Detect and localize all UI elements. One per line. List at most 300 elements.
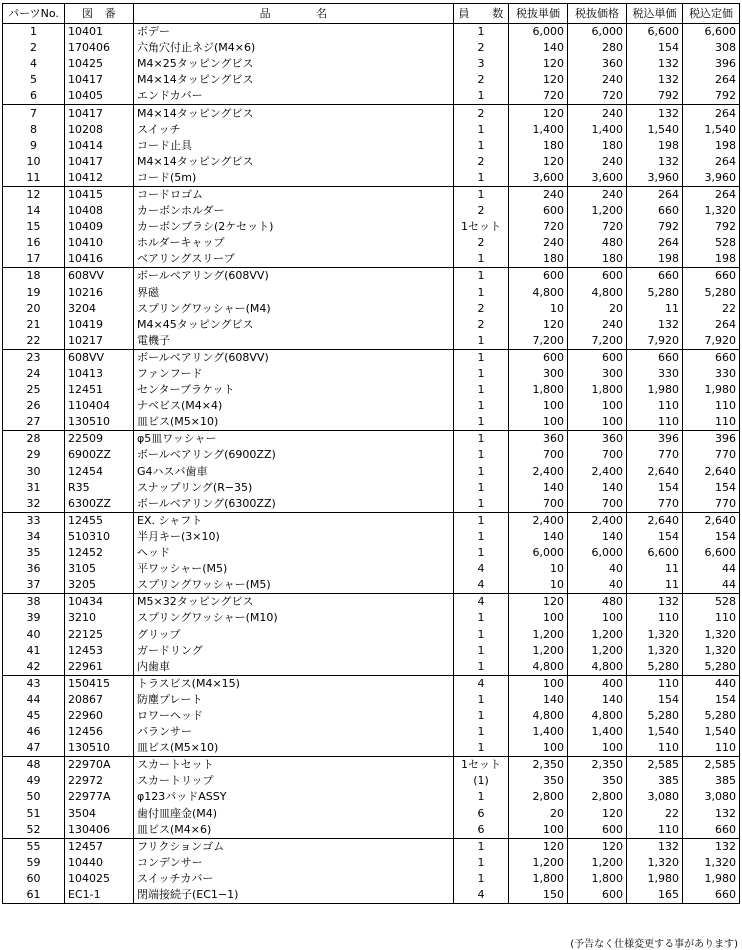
drawing-no-cell: 10419 [65,317,134,333]
quantity-cell: (1) [454,773,509,789]
drawing-no-cell: 3210 [65,610,134,626]
unit-price-in-tax-cell: 7,920 [627,333,683,350]
drawing-no-cell: 3205 [65,577,134,594]
unit-price-ex-tax-cell: 140 [509,480,568,496]
part-name-cell: EX. シャフト [134,512,454,529]
list-price-in-tax-cell: 1,540 [683,724,740,740]
table-row [3,855,740,871]
part-no-cell: 45 [3,708,65,724]
part-name-cell: トラスビス(M4×15) [134,675,454,692]
part-name-cell: スイッチカバー [134,871,454,887]
unit-price-ex-tax-cell: 700 [509,496,568,513]
table-row [3,366,740,382]
list-price-in-tax-cell: 308 [683,40,740,56]
drawing-no-cell: 3504 [65,806,134,822]
part-no-cell: 59 [3,855,65,871]
unit-price-ex-tax-cell: 6,000 [509,24,568,41]
quantity-cell: 1 [454,24,509,41]
unit-price-in-tax-cell: 110 [627,398,683,414]
unit-price-ex-tax-cell: 6,000 [509,545,568,561]
unit-price-ex-tax-cell: 140 [509,529,568,545]
unit-price-in-tax-cell: 198 [627,138,683,154]
part-no-cell: 19 [3,285,65,301]
part-no-cell: 37 [3,577,65,594]
price-ex-tax-cell: 1,800 [568,871,627,887]
part-name-cell: φ5皿ワッシャー [134,431,454,448]
header-price-ex-tax: 税抜価格 [568,4,627,24]
part-no-cell: 33 [3,512,65,529]
unit-price-in-tax-cell: 132 [627,56,683,72]
part-no-cell: 38 [3,594,65,611]
part-name-cell: M5×32タッピングビス [134,594,454,611]
list-price-in-tax-cell: 264 [683,154,740,170]
drawing-no-cell: 10216 [65,285,134,301]
unit-price-ex-tax-cell: 140 [509,692,568,708]
quantity-cell: 4 [454,594,509,611]
price-ex-tax-cell: 1,200 [568,643,627,659]
table-row [3,72,740,88]
price-ex-tax-cell: 400 [568,675,627,692]
unit-price-in-tax-cell: 1,320 [627,855,683,871]
unit-price-in-tax-cell: 3,080 [627,789,683,805]
list-price-in-tax-cell: 110 [683,610,740,626]
unit-price-in-tax-cell: 154 [627,529,683,545]
price-ex-tax-cell: 100 [568,740,627,757]
part-name-cell: ロワーヘッド [134,708,454,724]
unit-price-in-tax-cell: 5,280 [627,708,683,724]
unit-price-in-tax-cell: 2,640 [627,512,683,529]
table-row [3,594,740,611]
table-row [3,170,740,187]
unit-price-in-tax-cell: 5,280 [627,659,683,676]
price-ex-tax-cell: 240 [568,317,627,333]
quantity-cell: 1 [454,268,509,285]
part-no-cell: 27 [3,414,65,431]
unit-price-in-tax-cell: 1,980 [627,382,683,398]
price-ex-tax-cell: 100 [568,398,627,414]
drawing-no-cell: 22961 [65,659,134,676]
quantity-cell: 2 [454,203,509,219]
quantity-cell: 2 [454,301,509,317]
quantity-cell: 1セット [454,219,509,235]
price-ex-tax-cell: 6,000 [568,545,627,561]
quantity-cell: 1 [454,398,509,414]
price-ex-tax-cell: 120 [568,806,627,822]
table-row [3,561,740,577]
parts-price-sheet [2,3,740,904]
unit-price-in-tax-cell: 165 [627,887,683,904]
price-ex-tax-cell: 7,200 [568,333,627,350]
quantity-cell: 1 [454,333,509,350]
part-name-cell: ファンフード [134,366,454,382]
part-no-cell: 48 [3,757,65,774]
header-unit-price-in-tax: 税込単価 [627,4,683,24]
part-no-cell: 55 [3,838,65,855]
unit-price-in-tax-cell: 3,960 [627,170,683,187]
list-price-in-tax-cell: 264 [683,317,740,333]
unit-price-in-tax-cell: 198 [627,251,683,268]
price-ex-tax-cell: 4,800 [568,659,627,676]
list-price-in-tax-cell: 110 [683,414,740,431]
unit-price-ex-tax-cell: 1,200 [509,626,568,642]
part-no-cell: 40 [3,626,65,642]
price-ex-tax-cell: 600 [568,268,627,285]
list-price-in-tax-cell: 110 [683,740,740,757]
price-ex-tax-cell: 1,400 [568,724,627,740]
price-ex-tax-cell: 180 [568,251,627,268]
unit-price-in-tax-cell: 792 [627,88,683,105]
drawing-no-cell: 10217 [65,333,134,350]
quantity-cell: 1 [454,838,509,855]
drawing-no-cell: 22960 [65,708,134,724]
unit-price-in-tax-cell: 660 [627,349,683,366]
list-price-in-tax-cell: 660 [683,268,740,285]
part-no-cell: 41 [3,643,65,659]
part-no-cell: 35 [3,545,65,561]
part-name-cell: ガードリング [134,643,454,659]
list-price-in-tax-cell: 1,980 [683,382,740,398]
list-price-in-tax-cell: 2,640 [683,464,740,480]
list-price-in-tax-cell: 198 [683,138,740,154]
price-ex-tax-cell: 1,200 [568,203,627,219]
unit-price-in-tax-cell: 1,540 [627,724,683,740]
part-name-cell: コード止具 [134,138,454,154]
table-row [3,740,740,757]
unit-price-in-tax-cell: 11 [627,561,683,577]
part-no-cell: 31 [3,480,65,496]
part-no-cell: 30 [3,464,65,480]
unit-price-ex-tax-cell: 2,400 [509,464,568,480]
list-price-in-tax-cell: 660 [683,887,740,904]
quantity-cell: 1 [454,529,509,545]
list-price-in-tax-cell: 154 [683,480,740,496]
table-row [3,675,740,692]
quantity-cell: 1 [454,724,509,740]
unit-price-ex-tax-cell: 7,200 [509,333,568,350]
table-row [3,285,740,301]
unit-price-ex-tax-cell: 120 [509,838,568,855]
part-name-cell: バランサー [134,724,454,740]
drawing-no-cell: 10434 [65,594,134,611]
list-price-in-tax-cell: 22 [683,301,740,317]
price-ex-tax-cell: 3,600 [568,170,627,187]
table-row [3,887,740,904]
quantity-cell: 1 [454,708,509,724]
price-ex-tax-cell: 1,400 [568,122,627,138]
part-name-cell: ナベビス(M4×4) [134,398,454,414]
table-row [3,105,740,122]
part-no-cell: 34 [3,529,65,545]
quantity-cell: 1 [454,382,509,398]
quantity-cell: 1 [454,789,509,805]
unit-price-in-tax-cell: 330 [627,366,683,382]
quantity-cell: 2 [454,235,509,251]
part-no-cell: 32 [3,496,65,513]
quantity-cell: 1 [454,643,509,659]
list-price-in-tax-cell: 264 [683,186,740,203]
drawing-no-cell: 10440 [65,855,134,871]
drawing-no-cell: 104025 [65,871,134,887]
price-ex-tax-cell: 240 [568,186,627,203]
part-no-cell: 12 [3,186,65,203]
quantity-cell: 1 [454,496,509,513]
quantity-cell: 1 [454,464,509,480]
part-name-cell: 半月キー(3×10) [134,529,454,545]
unit-price-in-tax-cell: 1,320 [627,643,683,659]
parts-table [2,3,740,904]
drawing-no-cell: 10425 [65,56,134,72]
part-name-cell: M4×45タッピングビス [134,317,454,333]
unit-price-ex-tax-cell: 2,350 [509,757,568,774]
unit-price-in-tax-cell: 792 [627,219,683,235]
drawing-no-cell: 110404 [65,398,134,414]
table-row [3,186,740,203]
price-ex-tax-cell: 600 [568,822,627,839]
drawing-no-cell: 22125 [65,626,134,642]
unit-price-ex-tax-cell: 150 [509,887,568,904]
quantity-cell: 1 [454,480,509,496]
part-no-cell: 23 [3,349,65,366]
part-name-cell: M4×25タッピングビス [134,56,454,72]
unit-price-in-tax-cell: 2,585 [627,757,683,774]
part-name-cell: スプリングワッシャー(M5) [134,577,454,594]
part-name-cell: スプリングワッシャー(M4) [134,301,454,317]
part-name-cell: コード(5m) [134,170,454,187]
price-ex-tax-cell: 480 [568,594,627,611]
price-ex-tax-cell: 2,400 [568,512,627,529]
price-ex-tax-cell: 40 [568,561,627,577]
unit-price-in-tax-cell: 660 [627,268,683,285]
table-row [3,138,740,154]
quantity-cell: 4 [454,561,509,577]
part-no-cell: 7 [3,105,65,122]
unit-price-ex-tax-cell: 140 [509,40,568,56]
table-row [3,447,740,463]
drawing-no-cell: 170406 [65,40,134,56]
unit-price-in-tax-cell: 110 [627,414,683,431]
list-price-in-tax-cell: 7,920 [683,333,740,350]
quantity-cell: 1 [454,626,509,642]
unit-price-ex-tax-cell: 700 [509,447,568,463]
part-no-cell: 6 [3,88,65,105]
unit-price-in-tax-cell: 770 [627,496,683,513]
part-no-cell: 29 [3,447,65,463]
price-ex-tax-cell: 300 [568,366,627,382]
table-row [3,382,740,398]
list-price-in-tax-cell: 5,280 [683,285,740,301]
list-price-in-tax-cell: 6,600 [683,24,740,41]
part-no-cell: 11 [3,170,65,187]
table-row [3,414,740,431]
drawing-no-cell: 6900ZZ [65,447,134,463]
price-ex-tax-cell: 720 [568,219,627,235]
price-ex-tax-cell: 240 [568,72,627,88]
list-price-in-tax-cell: 132 [683,838,740,855]
drawing-no-cell: 20867 [65,692,134,708]
part-no-cell: 18 [3,268,65,285]
drawing-no-cell: 22509 [65,431,134,448]
part-no-cell: 4 [3,56,65,72]
price-ex-tax-cell: 120 [568,838,627,855]
quantity-cell: 1 [454,871,509,887]
drawing-no-cell: 10413 [65,366,134,382]
table-row [3,822,740,839]
drawing-no-cell: 130510 [65,740,134,757]
part-name-cell: ボデー [134,24,454,41]
part-no-cell: 42 [3,659,65,676]
list-price-in-tax-cell: 660 [683,822,740,839]
unit-price-ex-tax-cell: 10 [509,561,568,577]
part-name-cell: センターブラケット [134,382,454,398]
part-no-cell: 14 [3,203,65,219]
table-row [3,871,740,887]
drawing-no-cell: 10415 [65,186,134,203]
price-ex-tax-cell: 360 [568,56,627,72]
table-row [3,643,740,659]
part-name-cell: カーボンホルダー [134,203,454,219]
list-price-in-tax-cell: 792 [683,88,740,105]
table-row [3,692,740,708]
part-name-cell: フリクションゴム [134,838,454,855]
unit-price-ex-tax-cell: 4,800 [509,285,568,301]
unit-price-in-tax-cell: 1,540 [627,122,683,138]
quantity-cell: 4 [454,577,509,594]
part-name-cell: スカートセット [134,757,454,774]
quantity-cell: 2 [454,40,509,56]
unit-price-in-tax-cell: 110 [627,675,683,692]
part-no-cell: 25 [3,382,65,398]
list-price-in-tax-cell: 264 [683,105,740,122]
list-price-in-tax-cell: 660 [683,349,740,366]
table-row [3,577,740,594]
list-price-in-tax-cell: 2,585 [683,757,740,774]
part-name-cell: ヘッド [134,545,454,561]
part-name-cell: スプリングワッシャー(M10) [134,610,454,626]
drawing-no-cell: R35 [65,480,134,496]
unit-price-ex-tax-cell: 120 [509,154,568,170]
quantity-cell: 2 [454,317,509,333]
drawing-no-cell: 22970A [65,757,134,774]
part-no-cell: 52 [3,822,65,839]
drawing-no-cell: 10414 [65,138,134,154]
drawing-no-cell: 608VV [65,349,134,366]
unit-price-ex-tax-cell: 1,800 [509,871,568,887]
part-no-cell: 16 [3,235,65,251]
unit-price-ex-tax-cell: 3,600 [509,170,568,187]
part-no-cell: 24 [3,366,65,382]
unit-price-ex-tax-cell: 360 [509,431,568,448]
table-row [3,789,740,805]
table-row [3,235,740,251]
unit-price-in-tax-cell: 264 [627,186,683,203]
unit-price-in-tax-cell: 11 [627,577,683,594]
quantity-cell: 1 [454,349,509,366]
list-price-in-tax-cell: 3,080 [683,789,740,805]
unit-price-in-tax-cell: 6,600 [627,545,683,561]
unit-price-ex-tax-cell: 720 [509,88,568,105]
unit-price-ex-tax-cell: 2,400 [509,512,568,529]
table-row [3,724,740,740]
quantity-cell: 4 [454,675,509,692]
table-row [3,545,740,561]
part-no-cell: 43 [3,675,65,692]
quantity-cell: 2 [454,154,509,170]
part-name-cell: ボールベアリング(608VV) [134,349,454,366]
unit-price-ex-tax-cell: 100 [509,822,568,839]
unit-price-in-tax-cell: 6,600 [627,24,683,41]
quantity-cell: 1 [454,251,509,268]
part-no-cell: 2 [3,40,65,56]
quantity-cell: 2 [454,105,509,122]
quantity-cell: 1 [454,88,509,105]
unit-price-ex-tax-cell: 1,200 [509,855,568,871]
quantity-cell: 1 [454,414,509,431]
unit-price-ex-tax-cell: 240 [509,235,568,251]
price-ex-tax-cell: 20 [568,301,627,317]
list-price-in-tax-cell: 528 [683,594,740,611]
unit-price-ex-tax-cell: 300 [509,366,568,382]
part-no-cell: 15 [3,219,65,235]
part-no-cell: 44 [3,692,65,708]
price-ex-tax-cell: 40 [568,577,627,594]
quantity-cell: 1 [454,366,509,382]
quantity-cell: 4 [454,887,509,904]
unit-price-ex-tax-cell: 4,800 [509,708,568,724]
table-row [3,431,740,448]
part-name-cell: スナップリング(R−35) [134,480,454,496]
drawing-no-cell: 3204 [65,301,134,317]
part-name-cell: 六角穴付止ネジ(M4×6) [134,40,454,56]
price-ex-tax-cell: 1,200 [568,855,627,871]
part-no-cell: 28 [3,431,65,448]
parts-table-body [3,24,740,904]
price-ex-tax-cell: 350 [568,773,627,789]
price-ex-tax-cell: 480 [568,235,627,251]
part-name-cell: 平ワッシャー(M5) [134,561,454,577]
list-price-in-tax-cell: 2,640 [683,512,740,529]
price-ex-tax-cell: 6,000 [568,24,627,41]
part-name-cell: 電機子 [134,333,454,350]
drawing-no-cell: 12452 [65,545,134,561]
unit-price-in-tax-cell: 660 [627,203,683,219]
list-price-in-tax-cell: 44 [683,577,740,594]
list-price-in-tax-cell: 385 [683,773,740,789]
part-no-cell: 8 [3,122,65,138]
price-ex-tax-cell: 600 [568,349,627,366]
header-drawing-no: 図 番 [65,4,134,24]
part-no-cell: 47 [3,740,65,757]
unit-price-ex-tax-cell: 1,200 [509,643,568,659]
part-no-cell: 22 [3,333,65,350]
table-row [3,529,740,545]
unit-price-in-tax-cell: 132 [627,317,683,333]
unit-price-ex-tax-cell: 1,400 [509,724,568,740]
table-row [3,268,740,285]
unit-price-in-tax-cell: 1,980 [627,871,683,887]
quantity-cell: 1 [454,692,509,708]
unit-price-in-tax-cell: 5,280 [627,285,683,301]
unit-price-in-tax-cell: 11 [627,301,683,317]
table-row [3,122,740,138]
quantity-cell: 1 [454,431,509,448]
unit-price-ex-tax-cell: 100 [509,675,568,692]
unit-price-in-tax-cell: 770 [627,447,683,463]
unit-price-in-tax-cell: 132 [627,838,683,855]
table-row [3,480,740,496]
footnote: (予告なく仕様変更する事があります) [570,939,738,950]
table-row [3,838,740,855]
unit-price-ex-tax-cell: 180 [509,138,568,154]
